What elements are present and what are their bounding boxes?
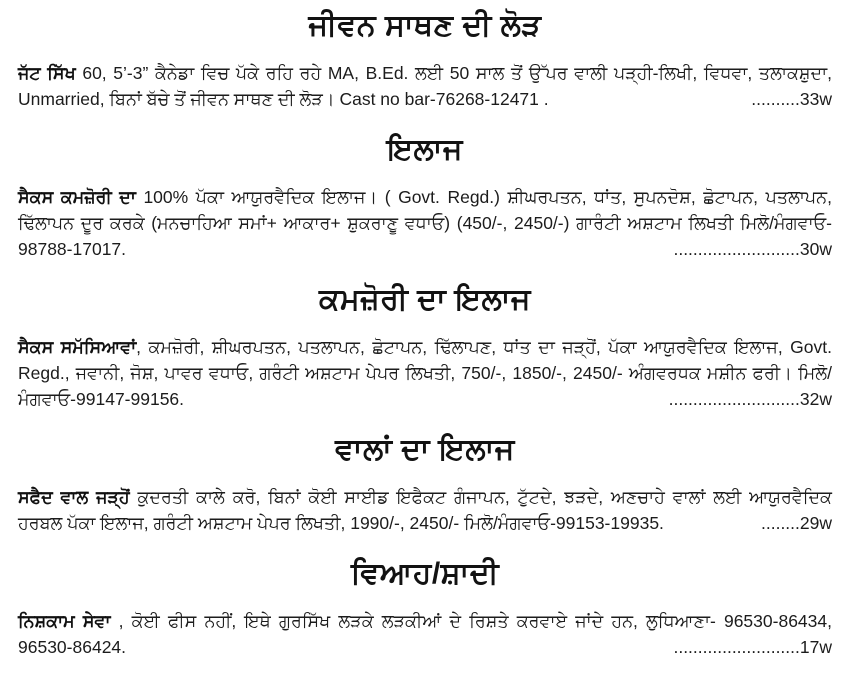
ad-section-marriage [18,556,832,660]
ad-heading: ਜੀਵਨ ਸਾਥਣ ਦੀ ਲੋੜ [308,9,542,42]
ad-body-text: 100% ਪੱਕਾ ਆਯੁਰਵੈਦਿਕ ਇਲਾਜ। ( Govt. Regd.) ਸ਼ੀਘਰਪਤਨ, ਧਾਂਤ, ਸੁਪਨਦੋਸ਼, ਛੋਟਾਪਨ, ਪਤਲਾਪਨ, ਢਿੱਲਾਪਨ ਦੂਰ ਕਰਕੇ (ਮਨਚਾਹਿਆ ਸਮਾਂ+ ਆਕਾਰ+ ਸ਼ੁਕਰਾਣੂ ਵਧਾਓ) (450/-, 2450/-) ਗਾਰੰਟੀ ਅਸ਼ਟਾਮ ਲਿਖਤੀ ਮਿਲੋ/ਮੰਗਵਾਓ- 98788-17017. [18,187,832,259]
ad-text [18,334,832,412]
word-count: ........29w [753,510,832,536]
ad-lead: ਸਫੈਦ ਵਾਲ ਜੜ੍ਹੋਂ [18,487,130,507]
ad-text [18,484,832,536]
ad-text [18,60,832,112]
word-count: ..........................17w [665,634,832,660]
ad-text [18,608,832,660]
ad-heading: ਵਾਲਾਂ ਦਾ ਇਲਾਜ [335,433,515,466]
ad-body-text: ਕੁਦਰਤੀ ਕਾਲੇ ਕਰੋ, ਬਿਨਾਂ ਕੋਈ ਸਾਈਡ ਇਫੈਕਟ ਗੰਜਾਪਨ, ਟੁੱਟਦੇ, ਝੜਦੇ, ਅਣਚਾਹੇ ਵਾਲਾਂ ਲਈ ਆਯੁਰਵੈਦਿਕ ਹਰਬਲ ਪੱਕਾ ਇਲਾਜ, ਗਰੰਟੀ ਅਸ਼ਟਾਮ ਪੇਪਰ ਲਿਖਤੀ, 1990/-, 2450/- ਮਿਲੋ/ਮੰਗਵਾਓ-99153-19935. [18,487,832,533]
ad-heading: ਵਿਆਹ/ਸ਼ਾਦੀ [350,557,500,590]
ad-section-life-partner [18,8,832,112]
word-count: ...........................32w [661,386,832,412]
ad-lead: ਨਿਸ਼ਕਾਮ ਸੇਵਾ [18,611,111,631]
ad-lead: ਸੈਕਸ ਸਮੱਸਿਆਵਾਂ [18,337,137,357]
ad-lead: ਜੱਟ ਸਿੱਖ [18,63,76,83]
ad-lead: ਸੈਕਸ ਕਮਜ਼ੋਰੀ ਦਾ [18,187,136,207]
ad-heading: ਇਲਾਜ [386,133,464,166]
ad-body-text: 60, 5’-3” ਕੈਨੇਡਾ ਵਿਚ ਪੱਕੇ ਰਹਿ ਰਹੇ MA, B.Ed. ਲਈ 50 ਸਾਲ ਤੋਂ ਉੱਪਰ ਵਾਲੀ ਪੜ੍ਹੀ-ਲਿਖੀ, ਵਿਧਵਾ, ਤਲਾਕਸ਼ੁਦਾ, Unmarried, ਬਿਨਾਂ ਬੱਚੇ ਤੋਂ ਜੀਵਨ ਸਾਥਣ ਦੀ ਲੋੜ। Cast no bar-76268-12471 . [18,63,832,109]
ad-section-hair-treatment [18,432,832,536]
ad-section-treatment [18,132,832,262]
ad-section-weakness-treatment [18,282,832,412]
word-count: ..........33w [743,86,832,112]
ad-body-text: , ਕਮਜ਼ੋਰੀ, ਸ਼ੀਘਰਪਤਨ, ਪਤਲਾਪਨ, ਛੋਟਾਪਨ, ਢਿੱਲਾਪਣ, ਧਾਂਤ ਦਾ ਜੜ੍ਹੋਂ, ਪੱਕਾ ਆਯੁਰਵੈਦਿਕ ਇਲਾਜ, Govt. Regd., ਜਵਾਨੀ, ਜੋਸ਼, ਪਾਵਰ ਵਧਾਓ, ਗਰੰਟੀ ਅਸ਼ਟਾਮ ਪੇਪਰ ਲਿਖਤੀ, 750/-, 1850/-, 2450/- ਅੰਗਵਰਧਕ ਮਸ਼ੀਨ ਫਰੀ। ਮਿਲੋ/ ਮੰਗਵਾਓ-99147-99156. [18,337,833,409]
ad-body-text: , ਕੋਈ ਫੀਸ ਨਹੀਂ, ਇਥੇ ਗੁਰਸਿੱਖ ਲੜਕੇ ਲੜਕੀਆਂ ਦੇ ਰਿਸ਼ਤੇ ਕਰਵਾਏ ਜਾਂਦੇ ਹਨ, ਲੁਧਿਆਣਾ- 96530-86434, 96530-86424. [18,611,832,657]
ad-heading: ਕਮਜ਼ੋਰੀ ਦਾ ਇਲਾਜ [318,283,532,316]
word-count: ..........................30w [665,236,832,262]
ad-text [18,184,832,262]
